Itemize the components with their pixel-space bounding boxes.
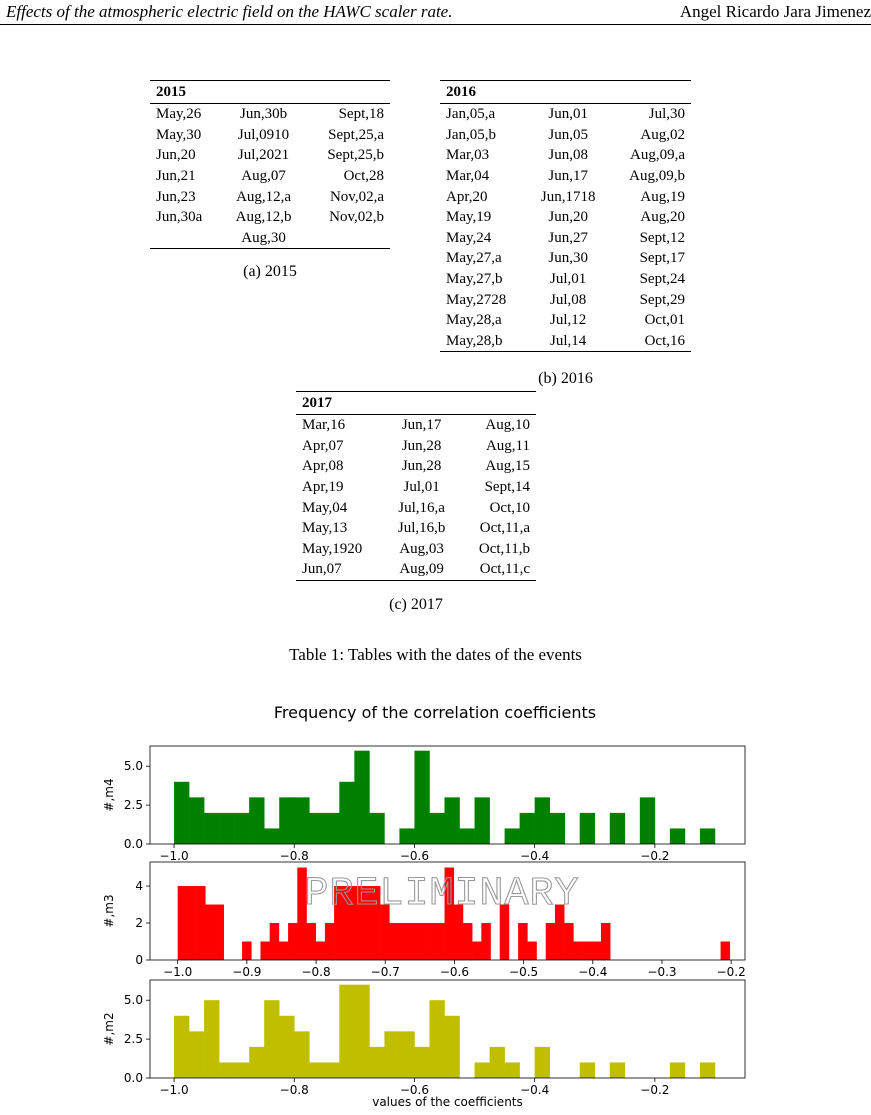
- table-cell: Jun,28: [401, 458, 442, 475]
- histogram-bar: [309, 1062, 324, 1078]
- histogram-bar: [472, 942, 482, 960]
- table-cell: Mar,04: [446, 168, 490, 185]
- y-axis-label: #,m3: [102, 894, 116, 928]
- histogram-bar: [214, 905, 224, 960]
- histogram-bar: [325, 923, 335, 960]
- table-row: [150, 145, 390, 166]
- x-tick-label: −0.4: [520, 1083, 550, 1097]
- table-cell: Jun,28: [401, 437, 442, 454]
- table-row: [296, 539, 536, 560]
- histogram-bar: [700, 1062, 715, 1078]
- histogram-bar: [564, 923, 574, 960]
- x-tick-label: −0.4: [520, 849, 550, 863]
- table-cell: Oct,28: [343, 168, 384, 185]
- caption-2015: (a) 2015: [243, 263, 297, 280]
- x-tick-label: −1.0: [159, 849, 189, 863]
- table-row: [440, 289, 691, 310]
- page-header: [0, 0, 871, 25]
- x-tick-label: −0.7: [370, 965, 400, 979]
- table-row: [296, 456, 536, 477]
- histogram-bar: [490, 1047, 505, 1078]
- preliminary-watermark: PRELIMINARY: [304, 872, 580, 917]
- table-cell: Jul,30: [648, 106, 685, 123]
- table-cell: Jul,16,b: [397, 520, 446, 537]
- histogram-bar: [324, 813, 339, 844]
- table-row: [440, 186, 691, 207]
- table-row: [440, 228, 691, 249]
- histogram-bar: [417, 923, 427, 960]
- table-cell: Aug,10: [485, 417, 530, 434]
- histogram-bar: [174, 1016, 189, 1078]
- table-row: [150, 104, 390, 125]
- histogram-bar: [573, 942, 583, 960]
- table-caption: Table 1: Tables with the dates of the events: [289, 645, 582, 664]
- table-cell: Mar,16: [302, 417, 346, 434]
- table-cell: Jun,23: [156, 188, 196, 205]
- table-cell: Sept,25,b: [327, 147, 384, 164]
- table-cell: Aug,11: [485, 437, 530, 454]
- histogram-bar: [189, 797, 204, 844]
- histogram-bar: [354, 985, 369, 1078]
- table-cell: May,1920: [302, 540, 363, 557]
- table-cell: Jul,01: [550, 271, 587, 288]
- table-row: [296, 436, 536, 457]
- table-row: [296, 559, 536, 580]
- table-row: [296, 497, 536, 518]
- histogram-bar: [535, 797, 550, 844]
- histogram-bar: [187, 886, 197, 960]
- table-cell: Jun,20: [156, 147, 196, 164]
- table-cell: Aug,12,a: [236, 188, 292, 205]
- histogram-bar: [294, 797, 309, 844]
- histogram-bar: [527, 942, 537, 960]
- table-row: [150, 125, 390, 146]
- y-tick-label: 2.5: [123, 1032, 143, 1047]
- paper-author: Angel Ricardo Jara Jimenez: [679, 2, 871, 21]
- histogram-bar: [219, 1062, 234, 1078]
- histogram-bar: [316, 942, 326, 960]
- histogram-bar: [610, 1062, 625, 1078]
- histogram-bar: [288, 923, 298, 960]
- table-row: [440, 125, 691, 146]
- table-cell: Jun,17: [401, 417, 442, 434]
- table-cell: [305, 228, 390, 249]
- table-cell: Apr,19: [302, 479, 344, 496]
- histogram-bar: [339, 782, 354, 844]
- table-cell: Aug,09,b: [629, 168, 685, 185]
- table-cell: May,27,b: [446, 271, 503, 288]
- histogram-bar: [234, 813, 249, 844]
- table-cell: May,19: [446, 209, 492, 226]
- caption-2017: (c) 2017: [389, 596, 443, 613]
- histogram-bar: [460, 828, 475, 844]
- table-row: [440, 207, 691, 228]
- histogram-bar: [384, 1031, 399, 1078]
- table-cell: Nov,02,b: [329, 209, 384, 226]
- y-tick-label: 4: [135, 879, 143, 894]
- table-header: 2015: [156, 84, 186, 100]
- y-tick-label: 0: [135, 953, 143, 967]
- histogram-bar: [580, 1062, 595, 1078]
- histogram-bar: [249, 797, 264, 844]
- histogram-bar: [583, 942, 593, 960]
- table-cell: Jul,01: [403, 479, 440, 496]
- y-tick-label: 2: [135, 916, 143, 931]
- histogram-bar: [249, 1047, 264, 1078]
- histogram-bar: [294, 1031, 309, 1078]
- table-cell: Jun,07: [302, 561, 342, 578]
- table-cell: May,28,a: [446, 312, 502, 329]
- histogram-bar: [505, 1062, 520, 1078]
- histogram-bar: [242, 942, 252, 960]
- table-row: [296, 477, 536, 498]
- histogram-bar: [444, 1016, 459, 1078]
- table-2017: [296, 391, 536, 581]
- x-tick-label: −0.9: [232, 965, 262, 979]
- histogram-bar: [601, 923, 611, 960]
- table-cell: Sept,14: [484, 479, 530, 496]
- histogram-bar: [264, 1000, 279, 1078]
- histogram-bar: [219, 813, 234, 844]
- x-tick-label: −0.6: [439, 965, 469, 979]
- table-cell: Jun,30a: [156, 209, 203, 226]
- caption-2016: (b) 2016: [538, 370, 593, 387]
- table-cell: Sept,25,a: [328, 126, 384, 143]
- table-row: [296, 415, 536, 436]
- histogram-bar: [174, 782, 189, 844]
- table-cell: May,27,a: [446, 250, 502, 267]
- table-cell: Jun,17: [548, 168, 588, 185]
- table-row: [440, 145, 691, 166]
- table-cell: Jun,1718: [540, 188, 596, 205]
- table-cell: May,30: [156, 126, 202, 143]
- table-2016: [440, 80, 691, 352]
- histogram-bar: [178, 886, 188, 960]
- table-row: [150, 228, 390, 249]
- table-cell: Sept,24: [639, 271, 685, 288]
- histogram-bar: [610, 813, 625, 844]
- x-tick-label: −0.2: [716, 965, 746, 979]
- histogram-bar: [234, 1062, 249, 1078]
- table-cell: Jul,2021: [237, 147, 290, 164]
- histogram-bar: [481, 923, 491, 960]
- table-cell: Jan,05,b: [446, 126, 496, 143]
- x-tick-label: −0.2: [640, 849, 670, 863]
- table-cell: Jun,08: [548, 147, 588, 164]
- x-tick-label: −1.0: [159, 1083, 189, 1097]
- histogram-bar: [399, 828, 414, 844]
- table-cell: Jul,08: [550, 291, 587, 308]
- histogram-bar: [535, 1047, 550, 1078]
- histogram-bar: [369, 1047, 384, 1078]
- histogram-bar: [399, 1031, 414, 1078]
- table-cell: Aug,15: [485, 458, 530, 475]
- histogram-bar: [408, 923, 418, 960]
- table-cell: Aug,19: [640, 188, 685, 205]
- table-cell: Sept,17: [639, 250, 685, 267]
- table-row: [440, 310, 691, 331]
- y-tick-label: 5.0: [123, 759, 143, 774]
- y-tick-label: 5.0: [123, 993, 143, 1008]
- histogram-bar: [399, 923, 409, 960]
- histogram-bar: [414, 1047, 429, 1078]
- table-cell: Aug,02: [640, 126, 685, 143]
- histogram-bar: [324, 1062, 339, 1078]
- histogram-bar: [189, 1031, 204, 1078]
- histogram-bar: [414, 751, 429, 844]
- x-axis-label: values of the coefficients: [372, 1095, 523, 1109]
- histogram-bar: [426, 923, 436, 960]
- table-cell: Oct,01: [644, 312, 685, 329]
- histogram-bar: [264, 828, 279, 844]
- histogram-bar: [580, 813, 595, 844]
- table-cell: May,2728: [446, 291, 507, 308]
- histogram-bar: [306, 923, 316, 960]
- histogram-bar: [279, 797, 294, 844]
- y-axis-label: #,m4: [102, 778, 116, 812]
- table-cell: Nov,02,a: [329, 188, 384, 205]
- table-cell: Sept,12: [639, 229, 685, 246]
- histogram-bar: [339, 985, 354, 1078]
- histogram-bar: [475, 797, 490, 844]
- histogram-bar: [550, 813, 565, 844]
- table-cell: Jun,30: [548, 250, 588, 267]
- histogram-bar: [260, 942, 270, 960]
- histogram-bar: [721, 942, 731, 960]
- table-row: [440, 269, 691, 290]
- table-row: [150, 186, 390, 207]
- histogram-bar: [700, 828, 715, 844]
- table-cell: Oct,11,c: [479, 561, 530, 578]
- table-row: [440, 166, 691, 187]
- table-header: 2016: [446, 84, 476, 100]
- x-tick-label: −0.6: [399, 849, 430, 863]
- table-cell: Oct,10: [489, 499, 530, 516]
- table-cell: Mar,03: [446, 147, 490, 164]
- table-cell: Oct,16: [644, 332, 685, 349]
- table-cell: Jul,12: [550, 312, 587, 329]
- histogram-bar: [670, 1062, 685, 1078]
- histogram-bar: [279, 942, 289, 960]
- table-cell: Aug,20: [640, 209, 685, 226]
- histogram-bar: [429, 813, 444, 844]
- histogram-figure: [95, 694, 775, 1110]
- table-cell: Aug,12,b: [235, 209, 292, 226]
- histogram-bar: [429, 1000, 444, 1078]
- table-row: [440, 104, 691, 125]
- x-tick-label: −0.6: [399, 1083, 430, 1097]
- table-row: [440, 331, 691, 352]
- table-cell: Jan,05,a: [446, 106, 496, 123]
- table-cell: May,13: [302, 520, 348, 537]
- table-2015: [150, 80, 390, 249]
- table-cell: Jun,01: [548, 106, 588, 123]
- table-cell: May,24: [446, 229, 492, 246]
- histogram-bar: [196, 886, 206, 960]
- table-cell: Oct,11,a: [479, 520, 530, 537]
- table-cell: Sept,18: [338, 106, 384, 123]
- table-cell: May,28,b: [446, 332, 503, 349]
- histogram-bar: [546, 923, 556, 960]
- histogram-bar: [389, 923, 399, 960]
- table-cell: Aug,03: [399, 540, 444, 557]
- table-cell: Jun,30b: [240, 106, 288, 123]
- histogram-bar: [670, 828, 685, 844]
- table-cell: Jun,20: [548, 209, 588, 226]
- table-cell: Jun,27: [548, 229, 588, 246]
- histogram-bar: [435, 923, 445, 960]
- table-cell: Aug,07: [241, 168, 286, 185]
- table-cell: May,04: [302, 499, 348, 516]
- table-row: [150, 166, 390, 187]
- table-cell: Apr,08: [302, 458, 344, 475]
- table-cell: May,26: [156, 106, 202, 123]
- x-tick-label: −0.8: [301, 965, 331, 979]
- table-cell: Aug,09: [399, 561, 444, 578]
- histogram-bar: [205, 905, 215, 960]
- table-cell: Aug,09,a: [630, 147, 685, 164]
- histogram-bar: [369, 813, 384, 844]
- histogram-bar: [592, 942, 602, 960]
- y-axis-label: #,m2: [102, 1012, 116, 1046]
- y-tick-label: 0.0: [123, 1071, 143, 1085]
- histogram-bar: [520, 813, 535, 844]
- x-tick-label: −0.8: [279, 849, 309, 863]
- table-cell: [150, 228, 222, 249]
- x-tick-label: −0.8: [279, 1083, 309, 1097]
- table-cell: Jul,14: [550, 332, 587, 349]
- histogram-bar: [505, 828, 520, 844]
- table-cell: Apr,07: [302, 437, 344, 454]
- x-tick-label: −1.0: [163, 965, 193, 979]
- histogram-bar: [309, 813, 324, 844]
- histogram-bar: [204, 1000, 219, 1078]
- histogram-bar: [204, 813, 219, 844]
- histogram-bar: [270, 923, 280, 960]
- table-row: [150, 207, 390, 228]
- table-cell: Jul,0910: [237, 126, 290, 143]
- y-tick-label: 0.0: [123, 837, 143, 851]
- histogram-bar: [518, 923, 528, 960]
- chart-title: Frequency of the correlation coefficients: [273, 703, 597, 722]
- x-tick-label: −0.4: [578, 965, 608, 979]
- x-tick-label: −0.5: [509, 965, 539, 979]
- histogram-bar: [279, 1016, 294, 1078]
- histogram-bar: [475, 1062, 490, 1078]
- x-tick-label: −0.2: [640, 1083, 670, 1097]
- table-cell: Aug,30: [241, 229, 286, 246]
- histogram-bar: [354, 751, 369, 844]
- histogram-bar: [640, 797, 655, 844]
- table-cell: Jul,16,a: [398, 499, 445, 516]
- paper-title: Effects of the atmospheric electric field on the HAWC scaler rate.: [6, 2, 453, 21]
- table-cell: Sept,29: [639, 291, 685, 308]
- x-tick-label: −0.3: [647, 965, 677, 979]
- table-cell: Oct,11,b: [478, 540, 530, 557]
- table-row: [296, 518, 536, 539]
- y-tick-label: 2.5: [123, 798, 143, 813]
- histogram-bar: [444, 797, 459, 844]
- table-row: [440, 248, 691, 269]
- table-cell: Apr,20: [446, 188, 488, 205]
- table-cell: Jun,21: [156, 168, 196, 185]
- histogram-bar: [463, 923, 473, 960]
- table-header: 2017: [302, 395, 332, 411]
- table-cell: Jun,05: [548, 126, 588, 143]
